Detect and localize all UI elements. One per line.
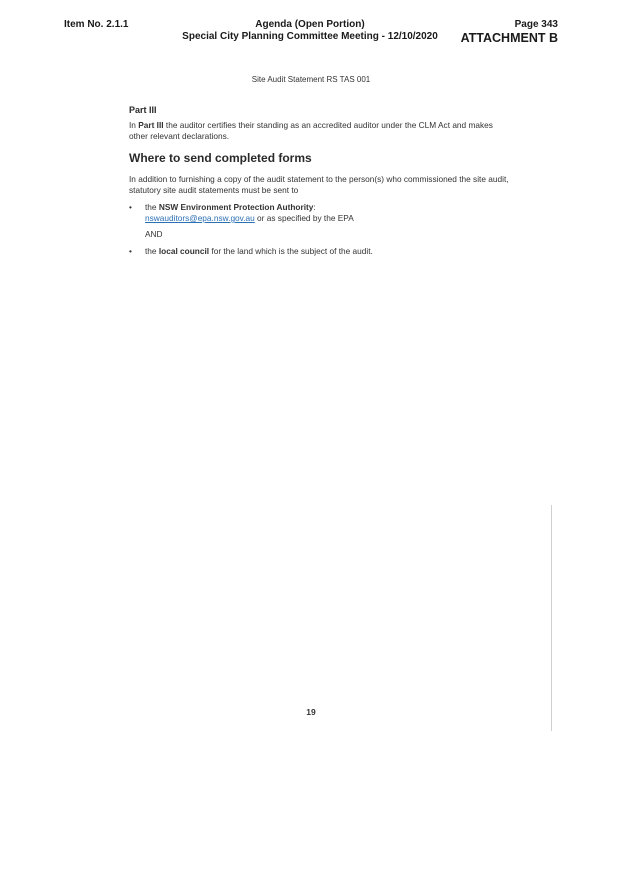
list-item: [129, 202, 509, 240]
where-to-send-heading: Where to send completed forms: [129, 151, 312, 165]
bullet-icon: •: [129, 246, 132, 256]
part-iii-text-bold: Part III: [138, 120, 164, 130]
bullet1-pre: the: [145, 202, 159, 212]
attachment-label: ATTACHMENT B: [460, 31, 558, 45]
bullet2-post: for the land which is the subject of the audit.: [209, 246, 373, 256]
bullet1-colon: :: [313, 202, 316, 212]
bullet2-bold: local council: [158, 246, 210, 256]
list-item: [129, 246, 509, 257]
where-intro-paragraph: In addition to furnishing a copy of the audit statement to the person(s) who commissioned the site audit, statutory site audit statements must be sent to: [129, 174, 509, 195]
page-number: Page 343: [514, 19, 558, 30]
bullet1-bold: NSW Environment Protection Authority: [158, 202, 314, 212]
epa-email-link[interactable]: nswauditors@epa.nsw.gov.au: [145, 213, 255, 223]
meeting-title: Special City Planning Committee Meeting - 12/10/2020: [182, 31, 438, 42]
part-iii-paragraph: [129, 120, 509, 142]
agenda-header: [160, 19, 460, 43]
agenda-title: Agenda (Open Portion): [255, 19, 365, 30]
part-iii-text-post: the auditor certifies their standing as an accredited auditor under the CLM Act and makes other relevant declarations.: [129, 120, 493, 141]
scan-edge-line: [551, 505, 552, 731]
page-header: [461, 19, 558, 44]
document-body: [129, 105, 509, 263]
item-number: Item No. 2.1.1: [64, 19, 129, 30]
recipient-list: [129, 202, 509, 257]
bullet2-pre: the: [145, 246, 159, 256]
bullet-icon: •: [129, 202, 132, 212]
part-iii-heading: Part III: [129, 105, 157, 115]
footer-page-number: 19: [306, 707, 316, 717]
bullet1-post: or as specified by the EPA: [254, 213, 354, 223]
part-iii-text-pre: In: [129, 120, 139, 130]
document-reference: Site Audit Statement RS TAS 001: [251, 75, 371, 84]
and-label: AND: [145, 229, 163, 239]
